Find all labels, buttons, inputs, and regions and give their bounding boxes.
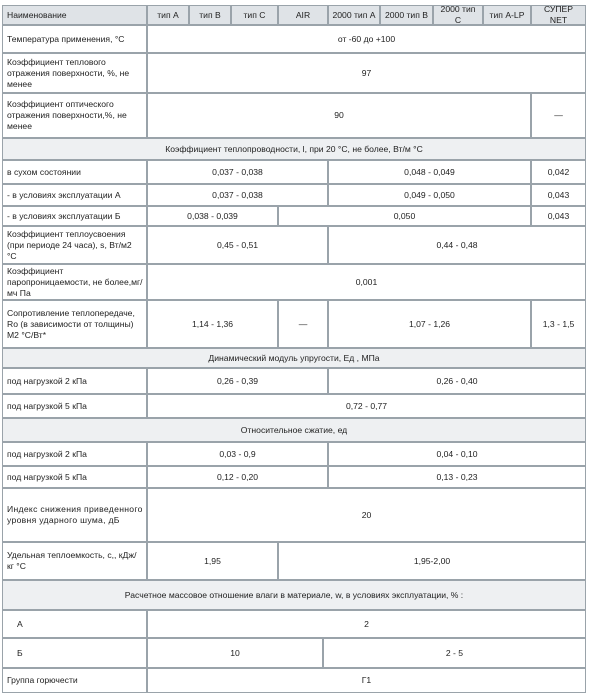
value-resistance-3: 1,3 - 1,5 <box>531 300 586 348</box>
value-heat-absorption-2: 0,44 - 0,48 <box>328 226 586 264</box>
header-col-air: AIR <box>278 5 328 25</box>
value-dry-2: 0,048 - 0,049 <box>328 160 531 184</box>
row-label-vapor: Коэффициент паропроницаемости, не более,мг/мч Па <box>2 264 147 300</box>
header-col-2000-type-a: 2000 тип А <box>328 5 380 25</box>
value-modulus-2kpa-1: 0,26 - 0,39 <box>147 368 328 394</box>
header-col-type-a-lp: тип А-LP <box>483 5 531 25</box>
row-label-moisture-a: А <box>2 610 147 638</box>
header-name: Наименование <box>2 5 147 25</box>
value-moisture-b-1: 10 <box>147 638 323 668</box>
row-label-modulus-2kpa: под нагрузкой 2 кПа <box>2 368 147 394</box>
header-col-2000-type-c: 2000 тип С <box>433 5 483 25</box>
value-resistance-air: — <box>278 300 328 348</box>
header-col-type-a: тип А <box>147 5 189 25</box>
value-moisture-a: 2 <box>147 610 586 638</box>
header-col-2000-type-b: 2000 тип В <box>380 5 433 25</box>
value-resistance-1: 1,14 - 1,36 <box>147 300 278 348</box>
value-cond-b-2: 0,050 <box>278 206 531 226</box>
value-cond-b-1: 0,038 - 0,039 <box>147 206 278 226</box>
section-conductivity: Коэффициент теплопроводности, l, при 20 °С, не более, Вт/м °С <box>2 138 586 160</box>
row-label-dry: в сухом состоянии <box>2 160 147 184</box>
header-col-super-net: СУПЕР NET <box>531 5 586 25</box>
value-temperature: от -60 до +100 <box>147 25 586 53</box>
value-compression-5kpa-1: 0,12 - 0,20 <box>147 466 328 488</box>
value-moisture-b-2: 2 - 5 <box>323 638 586 668</box>
header-col-type-b: тип В <box>189 5 231 25</box>
row-label-thermal-reflection: Коэффициент теплового отражения поверхности, %, не менее <box>2 53 147 93</box>
row-label-noise: Индекс снижения приведенного уровня ударного шума, дБ <box>2 488 147 542</box>
value-noise: 20 <box>147 488 586 542</box>
value-thermal-reflection: 97 <box>147 53 586 93</box>
section-moisture: Расчетное массовое отношение влаги в материале, w, в условиях эксплуатации, % : <box>2 580 586 610</box>
value-compression-2kpa-1: 0,03 - 0,9 <box>147 442 328 466</box>
row-label-optical-reflection: Коэффициент оптического отражения поверхности,%, не менее <box>2 93 147 138</box>
value-cond-a-2: 0,049 - 0,050 <box>328 184 531 206</box>
value-heat-absorption-1: 0,45 - 0,51 <box>147 226 328 264</box>
row-label-temperature: Температура применения, °С <box>2 25 147 53</box>
value-dry-3: 0,042 <box>531 160 586 184</box>
value-cond-a-3: 0,043 <box>531 184 586 206</box>
value-flammability: Г1 <box>147 668 586 693</box>
section-compression: Относительное сжатие, ед <box>2 418 586 442</box>
value-dry-1: 0,037 - 0,038 <box>147 160 328 184</box>
value-heat-capacity-1: 1,95 <box>147 542 278 580</box>
value-cond-b-3: 0,043 <box>531 206 586 226</box>
row-label-cond-a: - в условиях эксплуатации А <box>2 184 147 206</box>
row-label-compression-2kpa: под нагрузкой 2 кПа <box>2 442 147 466</box>
row-label-flammability: Группа горючести <box>2 668 147 693</box>
value-modulus-2kpa-2: 0,26 - 0,40 <box>328 368 586 394</box>
value-compression-5kpa-2: 0,13 - 0,23 <box>328 466 586 488</box>
row-label-cond-b: - в условиях эксплуатации Б <box>2 206 147 226</box>
row-label-resistance: Сопротивление теплопередаче, Ro (в зависимости от толщины) М2 °С/Вт* <box>2 300 147 348</box>
row-label-heat-absorption: Коэффициент теплоусвоения (при периоде 24 часа), s, Вт/м2 °С <box>2 226 147 264</box>
value-optical-reflection-super-net: — <box>531 93 586 138</box>
value-optical-reflection: 90 <box>147 93 531 138</box>
value-cond-a-1: 0,037 - 0,038 <box>147 184 328 206</box>
row-label-heat-capacity: Удельная теплоемкость, с,, кДж/кг °С <box>2 542 147 580</box>
header-col-type-c: тип С <box>231 5 278 25</box>
value-heat-capacity-2: 1,95-2,00 <box>278 542 586 580</box>
value-vapor: 0,001 <box>147 264 586 300</box>
row-label-modulus-5kpa: под нагрузкой 5 кПа <box>2 394 147 418</box>
row-label-compression-5kpa: под нагрузкой 5 кПа <box>2 466 147 488</box>
properties-table <box>2 5 586 693</box>
value-resistance-2: 1,07 - 1,26 <box>328 300 531 348</box>
row-label-moisture-b: Б <box>2 638 147 668</box>
value-modulus-5kpa: 0,72 - 0,77 <box>147 394 586 418</box>
section-modulus: Динамический модуль упругости, Ед , МПа <box>2 348 586 368</box>
value-compression-2kpa-2: 0,04 - 0,10 <box>328 442 586 466</box>
